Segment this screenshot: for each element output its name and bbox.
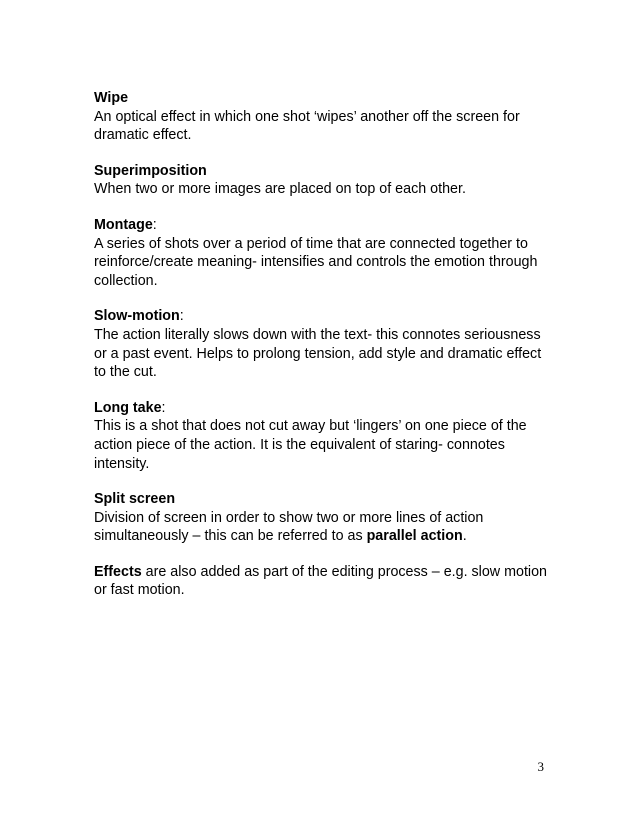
term-heading: Wipe [94, 90, 129, 106]
section-effects [94, 563, 554, 600]
bold-term: parallel action [366, 528, 463, 545]
term-suffix: : [152, 216, 157, 233]
term-heading: Superimposition [94, 162, 207, 179]
definition-text: Division of screen in order to show two or more lines of action simultaneously – this can be referred to as [94, 509, 484, 545]
term-definition: An optical effect in which one shot ‘wipes’ another off the screen for dramatic effect. [94, 108, 520, 144]
term-definition: A series of shots over a period of time that are connected together to reinforce/create meaning- intensifies and controls the emotion through collection. [94, 235, 538, 289]
section-wipe [94, 89, 554, 145]
section-long-take [94, 399, 554, 473]
term-definition: The action literally slows down with the text- this connotes seriousness or a past event. Helps to prolong tension, add style and dramatic effect to the cut. [94, 326, 542, 381]
term-heading: Montage [94, 216, 153, 233]
term-definition: This is a shot that does not cut away but ‘lingers’ on one piece of the action piece of the action. It is the equivalent of staring- connotes intensity. [94, 418, 527, 472]
term-heading: Long take [94, 399, 162, 416]
document-page [94, 89, 554, 617]
term-heading: Split screen [94, 491, 176, 508]
definition-end: . [462, 528, 467, 545]
section-split-screen [94, 490, 554, 546]
page-number: 3 [537, 759, 544, 774]
effects-text: are also added as part of the editing process – e.g. slow motion or fast motion. [94, 563, 548, 599]
term-suffix: : [161, 399, 166, 416]
section-slow-motion [94, 307, 554, 381]
term-suffix: : [179, 308, 184, 325]
term-heading: Effects [94, 563, 142, 580]
section-montage [94, 216, 554, 290]
section-superimposition [94, 162, 554, 199]
term-heading: Slow-motion [94, 308, 180, 325]
term-definition [94, 509, 554, 546]
term-definition: When two or more images are placed on top of each other. [94, 181, 466, 198]
